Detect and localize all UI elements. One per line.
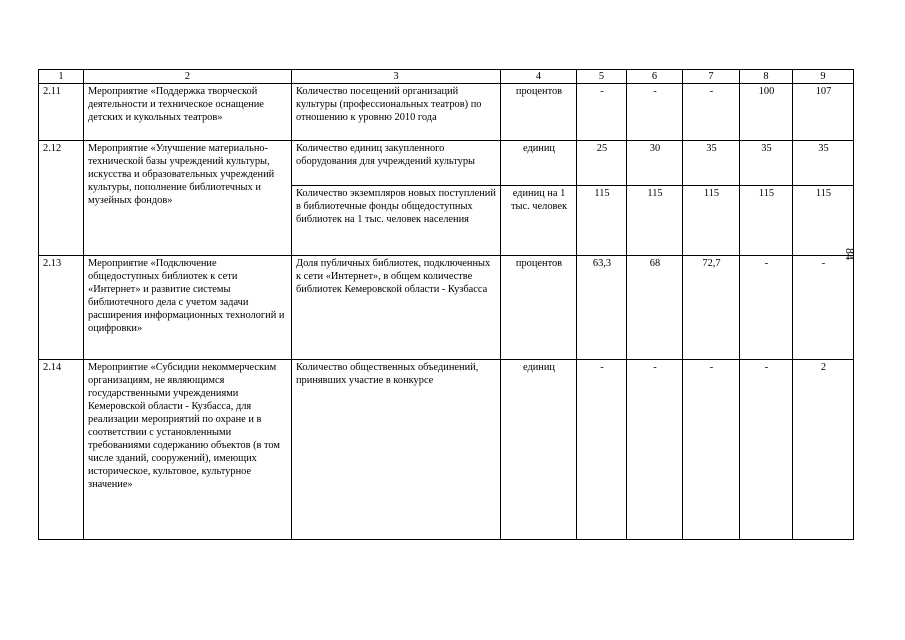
- table-row: [39, 360, 854, 540]
- value-cell: 115: [683, 186, 740, 256]
- value-cell: 115: [627, 186, 683, 256]
- value-cell: 115: [740, 186, 793, 256]
- indicator-cell: Доля публичных библиотек, подключенных к сети «Интернет», в общем количестве библиотек Кемеровской области - Кузбасса: [292, 256, 501, 360]
- value-cell: -: [627, 84, 683, 141]
- indicator-cell: Количество экземпляров новых поступлений в библиотечные фонды общедоступных библиотек на 1 тыс. человек населения: [292, 186, 501, 256]
- row-number: 2.13: [39, 256, 84, 360]
- indicator-cell: Количество общественных объединений, принявших участие в конкурсе: [292, 360, 501, 540]
- column-header: 1: [39, 70, 84, 84]
- unit-cell: единиц: [501, 141, 577, 186]
- value-cell: -: [577, 360, 627, 540]
- unit-cell: процентов: [501, 84, 577, 141]
- column-header: 7: [683, 70, 740, 84]
- value-cell: 72,7: [683, 256, 740, 360]
- value-cell: 35: [793, 141, 854, 186]
- value-cell: 35: [683, 141, 740, 186]
- page-number: 84: [843, 248, 857, 260]
- value-cell: -: [740, 256, 793, 360]
- table-row: [39, 141, 854, 186]
- row-number: 2.11: [39, 84, 84, 141]
- indicator-cell: Количество единиц закупленного оборудования для учреждений культуры: [292, 141, 501, 186]
- indicators-table: [38, 69, 854, 540]
- indicator-cell: Количество посещений организаций культуры (профессиональных театров) по отношению к уровню 2010 года: [292, 84, 501, 141]
- value-cell: 100: [740, 84, 793, 141]
- value-cell: 2: [793, 360, 854, 540]
- value-cell: -: [683, 360, 740, 540]
- event-cell: Мероприятие «Субсидии некоммерческим организациям, не являющимся государственными учреждениями Кемеровской области - Кузбасса, для реализации мероприятий по охране и в соответствии с установленными требованиями содержанию объектов (в том числе зданий, сооружений), имеющих историческое, культовое, культурное значение»: [84, 360, 292, 540]
- unit-cell: процентов: [501, 256, 577, 360]
- event-cell: Мероприятие «Подключение общедоступных библиотек к сети «Интернет» и развитие системы библиотечного дела с учетом задачи расширения информационных технологий и оцифровки»: [84, 256, 292, 360]
- column-number-row: [39, 70, 854, 84]
- column-header: 9: [793, 70, 854, 84]
- value-cell: -: [740, 360, 793, 540]
- column-header: 8: [740, 70, 793, 84]
- table-row: [39, 256, 854, 360]
- row-number: 2.14: [39, 360, 84, 540]
- value-cell: 68: [627, 256, 683, 360]
- value-cell: 35: [740, 141, 793, 186]
- unit-cell: единиц: [501, 360, 577, 540]
- value-cell: 115: [577, 186, 627, 256]
- row-number: 2.12: [39, 141, 84, 256]
- value-cell: -: [793, 256, 854, 360]
- value-cell: 63,3: [577, 256, 627, 360]
- column-header: 4: [501, 70, 577, 84]
- unit-cell: единиц на 1 тыс. человек: [501, 186, 577, 256]
- table-row: [39, 84, 854, 141]
- column-header: 2: [84, 70, 292, 84]
- event-cell: Мероприятие «Поддержка творческой деятельности и техническое оснащение детских и кукольных театров»: [84, 84, 292, 141]
- value-cell: 115: [793, 186, 854, 256]
- column-header: 3: [292, 70, 501, 84]
- value-cell: -: [627, 360, 683, 540]
- column-header: 6: [627, 70, 683, 84]
- value-cell: 30: [627, 141, 683, 186]
- value-cell: -: [577, 84, 627, 141]
- column-header: 5: [577, 70, 627, 84]
- value-cell: -: [683, 84, 740, 141]
- value-cell: 25: [577, 141, 627, 186]
- value-cell: 107: [793, 84, 854, 141]
- event-cell: Мероприятие «Улучшение материально-технической базы учреждений культуры, искусства и образовательных учреждений культуры, пополнение библиотечных и музейных фондов»: [84, 141, 292, 256]
